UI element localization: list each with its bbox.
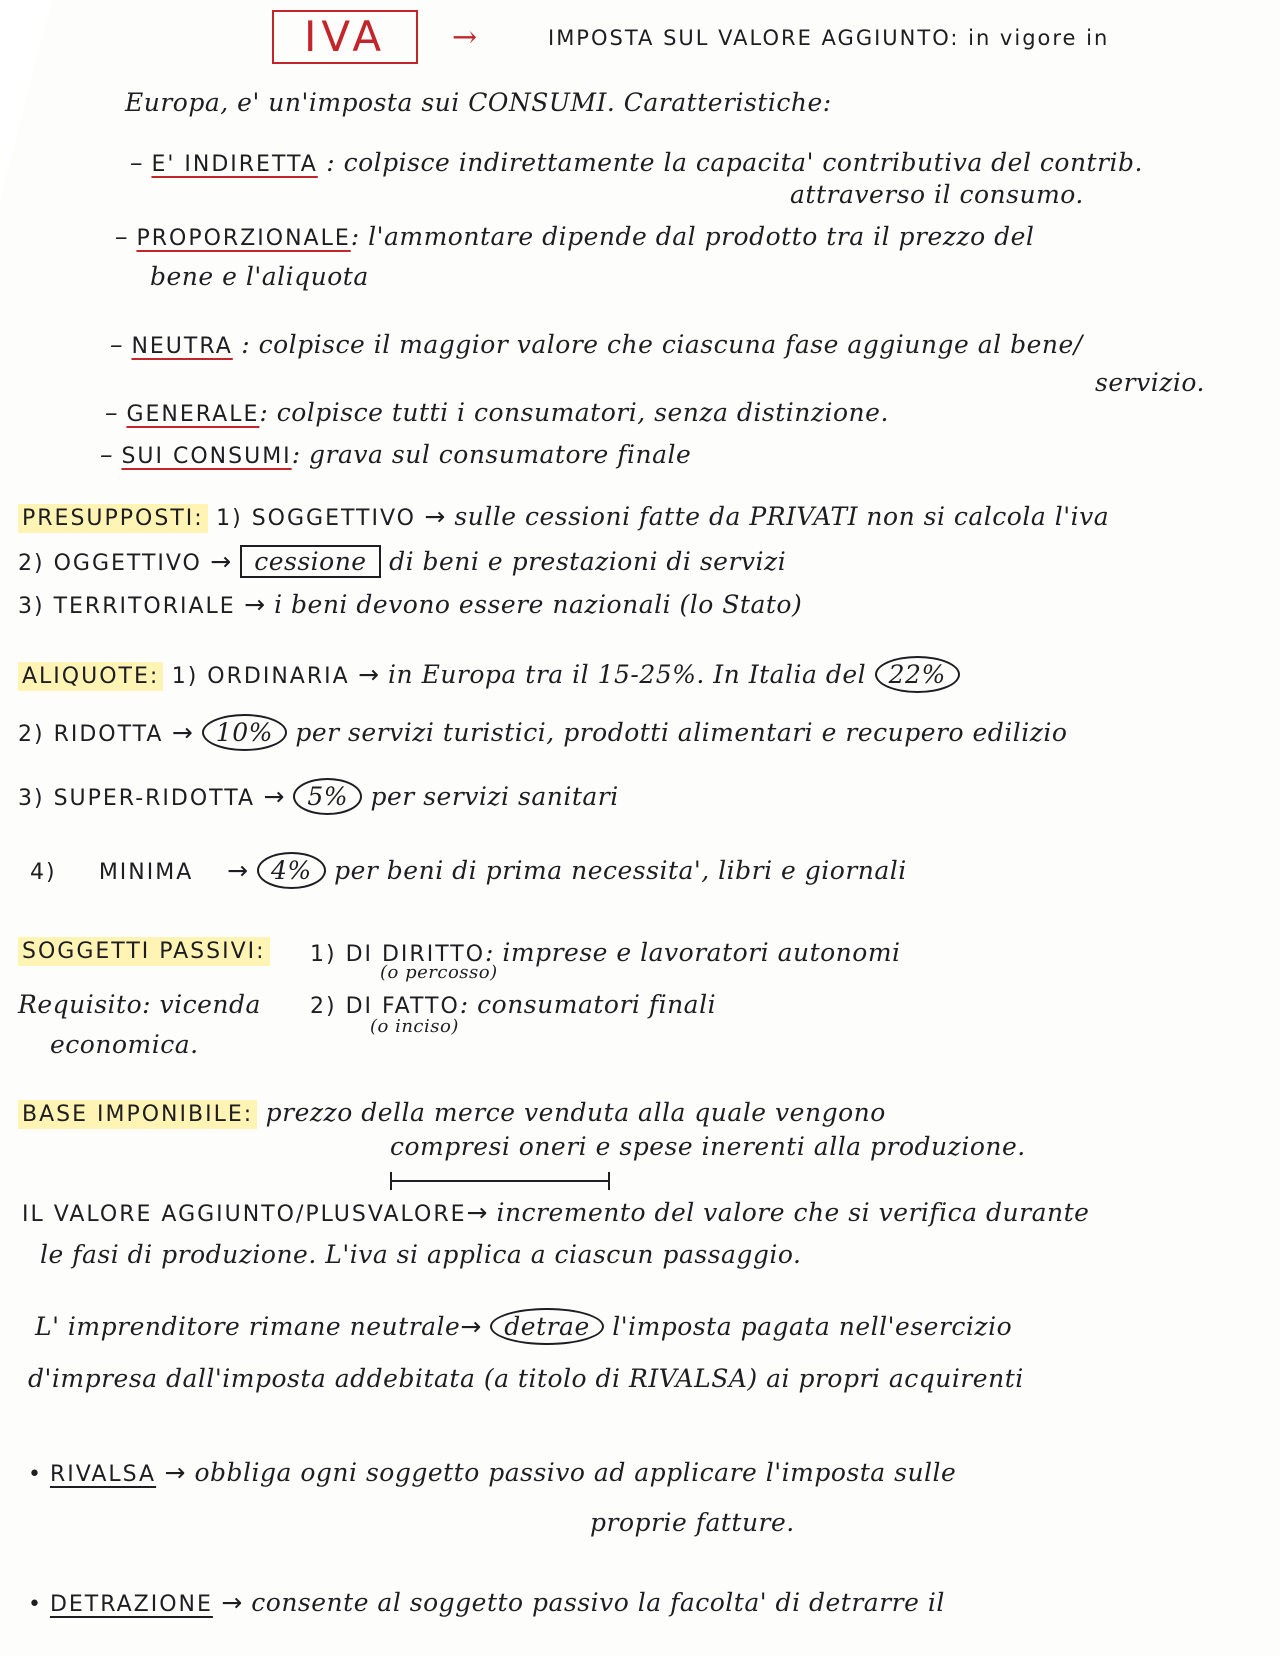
title-box: IVA xyxy=(272,10,418,64)
soggetti-percosso: (o percosso) xyxy=(380,962,498,983)
aliquota-super-ridotta: 3) SUPER-RIDOTTA → 5% per servizi sanitari xyxy=(18,778,619,815)
aliquota-ordinaria: ALIQUOTE: 1) ORDINARIA → in Europa tra il 15-25%. In Italia del 22% xyxy=(18,656,960,693)
char-indiretta-cont: attraverso il consumo. xyxy=(790,180,1084,209)
soggetti-inciso: (o inciso) xyxy=(370,1016,459,1037)
valore-aggiunto: IL VALORE AGGIUNTO/PLUSVALORE→ incremento del valore che si verifica durante xyxy=(22,1198,1090,1227)
presupposti-soggettivo: PRESUPPOSTI: 1) SOGGETTIVO → sulle cessioni fatte da PRIVATI non si calcola l'iva xyxy=(18,502,1109,531)
rivalsa-cont: proprie fatture. xyxy=(590,1508,795,1537)
char-neutra-cont: servizio. xyxy=(1095,368,1205,397)
requisito-cont: economica. xyxy=(50,1030,199,1059)
detrazione: • DETRAZIONE → consente al soggetto passivo la facolta' di detrarre il xyxy=(28,1588,945,1617)
char-proporzionale-cont: bene e l'aliquota xyxy=(150,262,369,291)
char-generale: – GENERALE: colpisce tutti i consumatori, senza distinzione. xyxy=(105,398,889,427)
char-indiretta: – E' INDIRETTA : colpisce indirettamente la capacita' contributiva del contrib. xyxy=(130,148,1144,177)
aliquota-minima: 4) MINIMA → 4% per beni di prima necessita', libri e giornali xyxy=(30,852,907,889)
char-sui-consumi: – SUI CONSUMI: grava sul consumatore finale xyxy=(100,440,692,469)
intro-line: Europa, e' un'imposta sui CONSUMI. Caratteristiche: xyxy=(125,88,832,117)
base-imponibile: BASE IMPONIBILE: prezzo della merce venduta alla quale vengono xyxy=(18,1098,886,1127)
requisito: Requisito: vicenda xyxy=(18,990,261,1019)
imprenditore-cont: d'impresa dall'imposta addebitata (a titolo di RIVALSA) ai propri acquirenti xyxy=(28,1364,1024,1393)
title-meaning: IMPOSTA SUL VALORE AGGIUNTO: in vigore in xyxy=(548,26,1110,50)
rivalsa: • RIVALSA → obbliga ogni soggetto passivo ad applicare l'imposta sulle xyxy=(28,1458,957,1487)
title-arrow: → xyxy=(452,20,478,55)
soggetti-di-fatto: 2) DI FATTO: consumatori finali xyxy=(310,990,717,1019)
char-neutra: – NEUTRA : colpisce il maggior valore che ciascuna fase aggiunge al bene/ xyxy=(110,330,1083,359)
scan-corner xyxy=(0,0,52,200)
char-proporzionale: – PROPORZIONALE: l'ammontare dipende dal prodotto tra il prezzo del xyxy=(115,222,1035,251)
imprenditore-line: L' imprenditore rimane neutrale→ detrae l'imposta pagata nell'esercizio xyxy=(35,1308,1012,1345)
aliquota-ridotta: 2) RIDOTTA → 10% per servizi turistici, prodotti alimentari e recupero edilizio xyxy=(18,714,1067,751)
base-imponibile-cont: compresi oneri e spese inerenti alla produzione. xyxy=(390,1132,1026,1161)
soggetti-di-diritto: 1) DI DIRITTO: imprese e lavoratori autonomi xyxy=(310,938,901,967)
bracket-mark xyxy=(390,1180,610,1182)
presupposti-territoriale: 3) TERRITORIALE → i beni devono essere nazionali (lo Stato) xyxy=(18,590,803,619)
presupposti-oggettivo: 2) OGGETTIVO → cessione di beni e prestazioni di servizi xyxy=(18,547,787,576)
valore-aggiunto-cont: le fasi di produzione. L'iva si applica a ciascun passaggio. xyxy=(40,1240,802,1269)
soggetti-passivi-label: SOGGETTI PASSIVI: xyxy=(18,935,270,964)
